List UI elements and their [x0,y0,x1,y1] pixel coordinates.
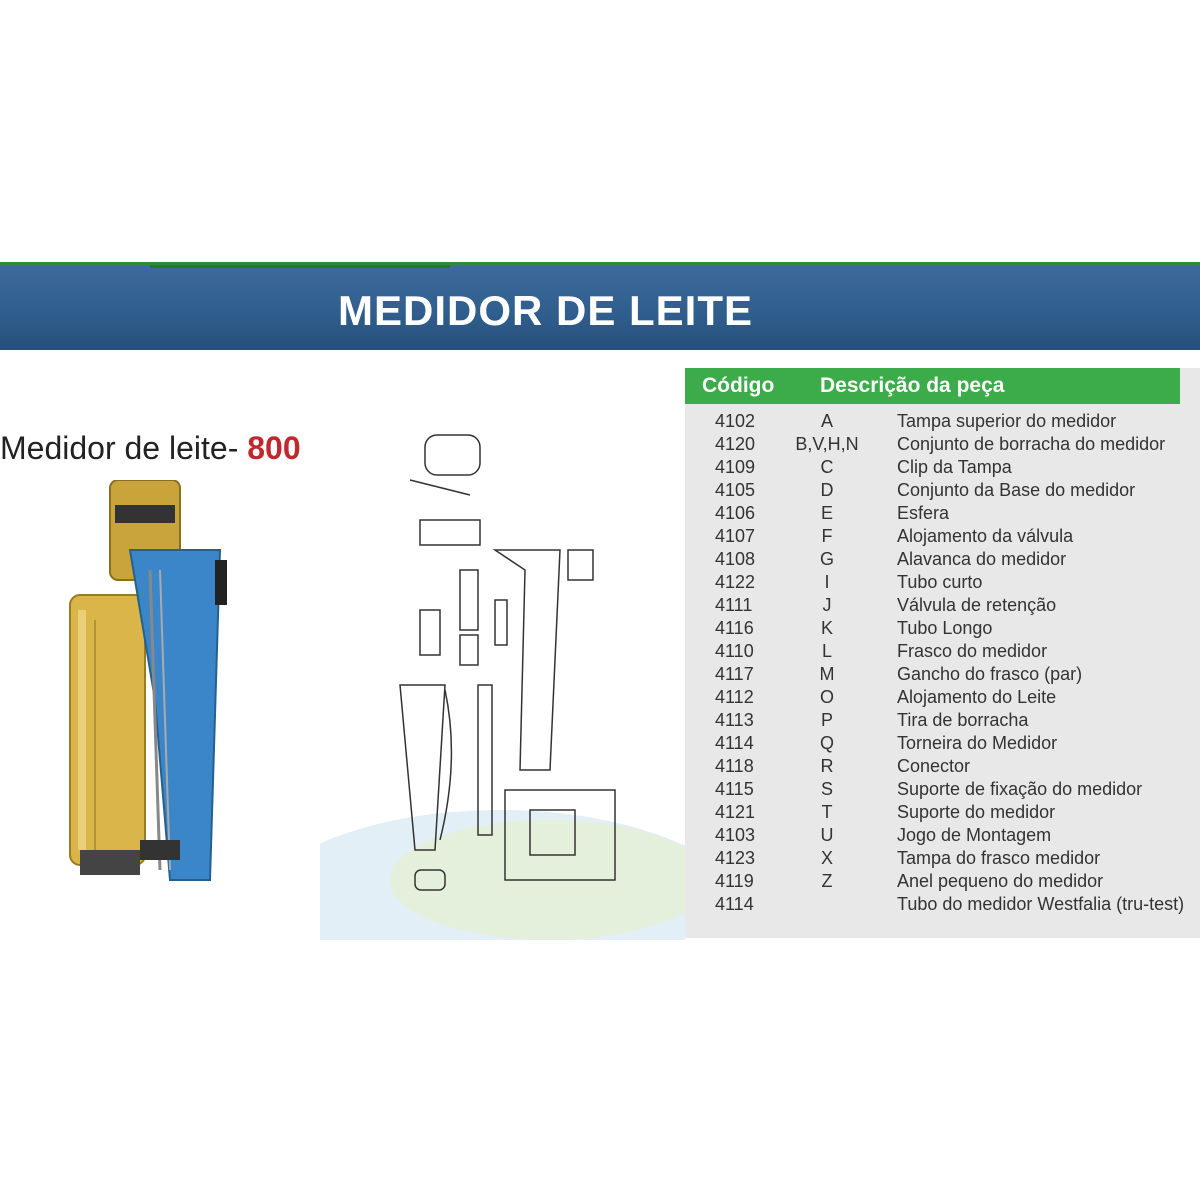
part-description: Conjunto de borracha do medidor [897,434,1166,454]
part-letter: K [820,618,833,638]
part-description: Tampa do frasco medidor [897,848,1101,868]
column-header-code: Código [702,374,775,397]
part-letter: J [822,595,832,615]
part-code: 4118 [715,756,754,776]
table-row [685,801,1200,824]
table-row [685,479,1200,502]
part-letter: D [820,480,834,500]
title-banner [0,262,1200,350]
part-letter: Z [821,871,833,891]
part-code: 4107 [715,526,756,546]
table-row [685,709,1200,732]
part-code: 4119 [715,871,754,891]
table-row [685,663,1200,686]
part-description: Alojamento do Leite [897,687,1057,707]
part-description: Tubo do medidor Westfalia (tru-test) [897,894,1185,914]
part-description: Suporte de fixação do medidor [897,779,1143,799]
part-code: 4113 [715,710,754,730]
part-code: 4110 [715,641,754,661]
table-row [685,594,1200,617]
part-code: 4103 [715,825,756,845]
table-row [685,525,1200,548]
part-code: 4117 [715,664,754,684]
part-letter: O [819,687,834,707]
part-code: 4106 [715,503,756,523]
part-letter: R [820,756,834,776]
part-code: 4116 [715,618,754,638]
table-row [685,456,1200,479]
part-code: 4114 [715,733,754,753]
part-description: Alavanca do medidor [897,549,1067,569]
table-row [685,640,1200,663]
table-row [685,548,1200,571]
part-letter: E [820,503,833,523]
column-header-description: Descrição da peça [820,374,1005,397]
part-description: Conector [897,756,971,776]
part-letter: P [820,710,833,730]
part-letter: M [819,664,835,684]
part-letter: C [820,457,834,477]
parts-table [685,368,1200,938]
main-content [0,350,1200,940]
part-description: Tira de borracha [897,710,1029,730]
part-letter: U [820,825,834,845]
part-letter: Q [819,733,834,753]
part-code: 4105 [715,480,756,500]
table-body [685,410,1200,916]
part-letter: L [821,641,832,661]
part-description: Tampa superior do medidor [897,411,1117,431]
part-letter: X [820,848,833,868]
part-description: Alojamento da válvula [897,526,1074,546]
table-row [685,870,1200,893]
part-description: Gancho do frasco (par) [897,664,1083,684]
part-letter: T [821,802,833,822]
part-letter: I [824,572,830,592]
table-row [685,571,1200,594]
table-row [685,755,1200,778]
product-model: 800 [247,430,301,466]
table-row [685,824,1200,847]
table-header [685,368,1180,404]
part-description: Anel pequeno do medidor [897,871,1104,891]
banner-accent [150,265,450,268]
table-row [685,847,1200,870]
part-code: 4102 [715,411,756,431]
part-code: 4122 [715,572,756,592]
table-row [685,778,1200,801]
table-row [685,410,1200,433]
part-code: 4121 [715,802,756,822]
table-row [685,433,1200,456]
table-row [685,732,1200,755]
exploded-parts-diagram [320,410,685,940]
part-letter: S [820,779,833,799]
part-description: Jogo de Montagem [897,825,1052,845]
part-letter: F [821,526,833,546]
part-description: Suporte do medidor [897,802,1056,822]
part-description: Esfera [897,503,950,523]
milk-meter-photo [60,480,240,920]
part-code: 4123 [715,848,756,868]
page-title: MEDIDOR DE LEITE [338,287,754,334]
part-code: 4112 [715,687,754,707]
part-code: 4109 [715,457,756,477]
product-subtitle [0,430,301,467]
part-letter: A [820,411,833,431]
table-row [685,502,1200,525]
part-description: Torneira do Medidor [897,733,1058,753]
part-description: Clip da Tampa [897,457,1012,477]
part-code: 4108 [715,549,756,569]
part-description: Frasco do medidor [897,641,1048,661]
part-description: Tubo curto [897,572,983,592]
part-description: Válvula de retenção [897,595,1057,615]
part-description: Conjunto da Base do medidor [897,480,1136,500]
part-code: 4120 [715,434,756,454]
part-description: Tubo Longo [897,618,993,638]
part-letter: B,V,H,N [795,434,859,454]
part-code: 4115 [715,779,754,799]
part-letter: G [819,549,834,569]
table-row [685,686,1200,709]
product-name: Medidor de leite- [0,430,248,466]
part-code: 4111 [715,595,753,615]
table-row [685,893,1200,916]
part-code: 4114 [715,894,754,914]
table-row [685,617,1200,640]
